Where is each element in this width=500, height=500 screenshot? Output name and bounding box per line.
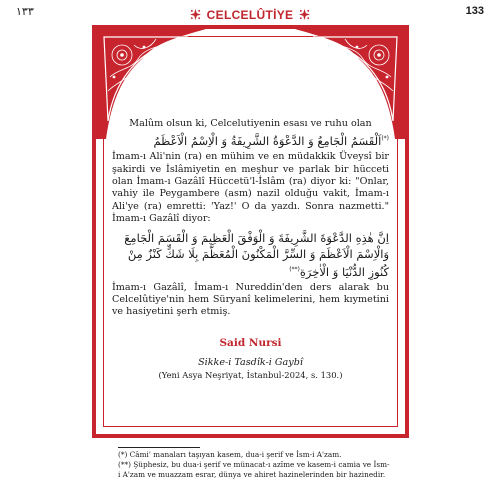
- source-citation: (Yeni Asya Neşriyat, İstanbul-2024, s. 130.): [158, 369, 343, 380]
- page-text: [112, 118, 389, 380]
- page-number: 133: [465, 5, 484, 17]
- header-title: CELCELÛTİYE: [206, 8, 294, 22]
- page-header: [0, 0, 500, 22]
- book-title: Sikke-i Tasdîk-i Gaybî: [198, 357, 303, 369]
- intro-text: Malûm olsun ki, Celcelutiyenin esası ve ruhu olan: [129, 118, 372, 129]
- arabic-text-1: اَلْقَسَمُ الْجَامِعُ وَ الدَّعْوَةُ الشَّرِيفَةُ وَ الْاِسْمُ الْاَعْظَمُ: [153, 134, 382, 149]
- footnote-2: (**) Şüphesiz, bu dua-i şerif ve münacat-ı azîme ve kasem-i camia ve İsm-i A'zam ve muazzam esrar, dünya ve ahiret hazinelerinden bir hazinedir.: [118, 460, 390, 479]
- arabic-verse-1: [112, 131, 389, 149]
- paragraph-1: İmam-ı Ali'nin (ra) en mühim ve en müdakkik Üveysî bir şakirdi ve İslâmiyetin en meşhur ve parlak bir hücceti olan İmam-ı Gazâlî Hüccetü'l-İslâm (ra) diyor ki: "Onlar, vahiy ile Peygambere (asm) nazil olduğu vakit, İmam-ı Ali'ye (ra) emretti: 'Yaz!' O da yazdı. Sonra nazmetti." İmam-ı Gazâlî diyor:: [112, 151, 389, 225]
- footnote-divider: [118, 447, 200, 448]
- page-number-arabic: ١٣٣: [16, 5, 34, 18]
- running-title: [150, 4, 350, 23]
- floral-ornament-icon: [299, 9, 310, 20]
- footnote-1: (*) Câmi' manaları taşıyan kasem, dua-i şerif ve İsm-i A'zam.: [118, 450, 342, 459]
- floral-ornament-icon: [190, 9, 201, 20]
- author-name: Said Nursi: [219, 336, 282, 349]
- arabic-verse-2: [112, 230, 389, 280]
- ornamental-frame: [92, 25, 409, 438]
- paragraph-2: İmam-ı Gazâlî, İmam-ı Nureddin'den ders alarak bu Celcelûtiye'nin hem Süryanî kelimelerini, hem kıymetini ve hasiyetini şerh etmiş.: [112, 281, 389, 318]
- frame-panel: [96, 29, 405, 434]
- footnote-marker-2: (**): [289, 265, 300, 273]
- footnotes: [118, 450, 390, 480]
- arabic-text-2: اِنَّ هٰذِهِ الدَّعْوَةَ الشَّرِيفَةَ وَ الْوَفْقَ الْعَظِيمَ وَ الْقَسَمَ الْجَامِعَ وَالْاِسْمَ الْاَعْظَمَ وَ السِّرَّ الْمَكْنُونَ الْمُعَظَّمَ بِلَا شَكٍّ كَنْزٌ مِنْ كُنُوزِ الدُّنْيَا وَ الْاٰخِرَةِ: [124, 230, 389, 279]
- footnote-marker-1: (*): [381, 135, 389, 143]
